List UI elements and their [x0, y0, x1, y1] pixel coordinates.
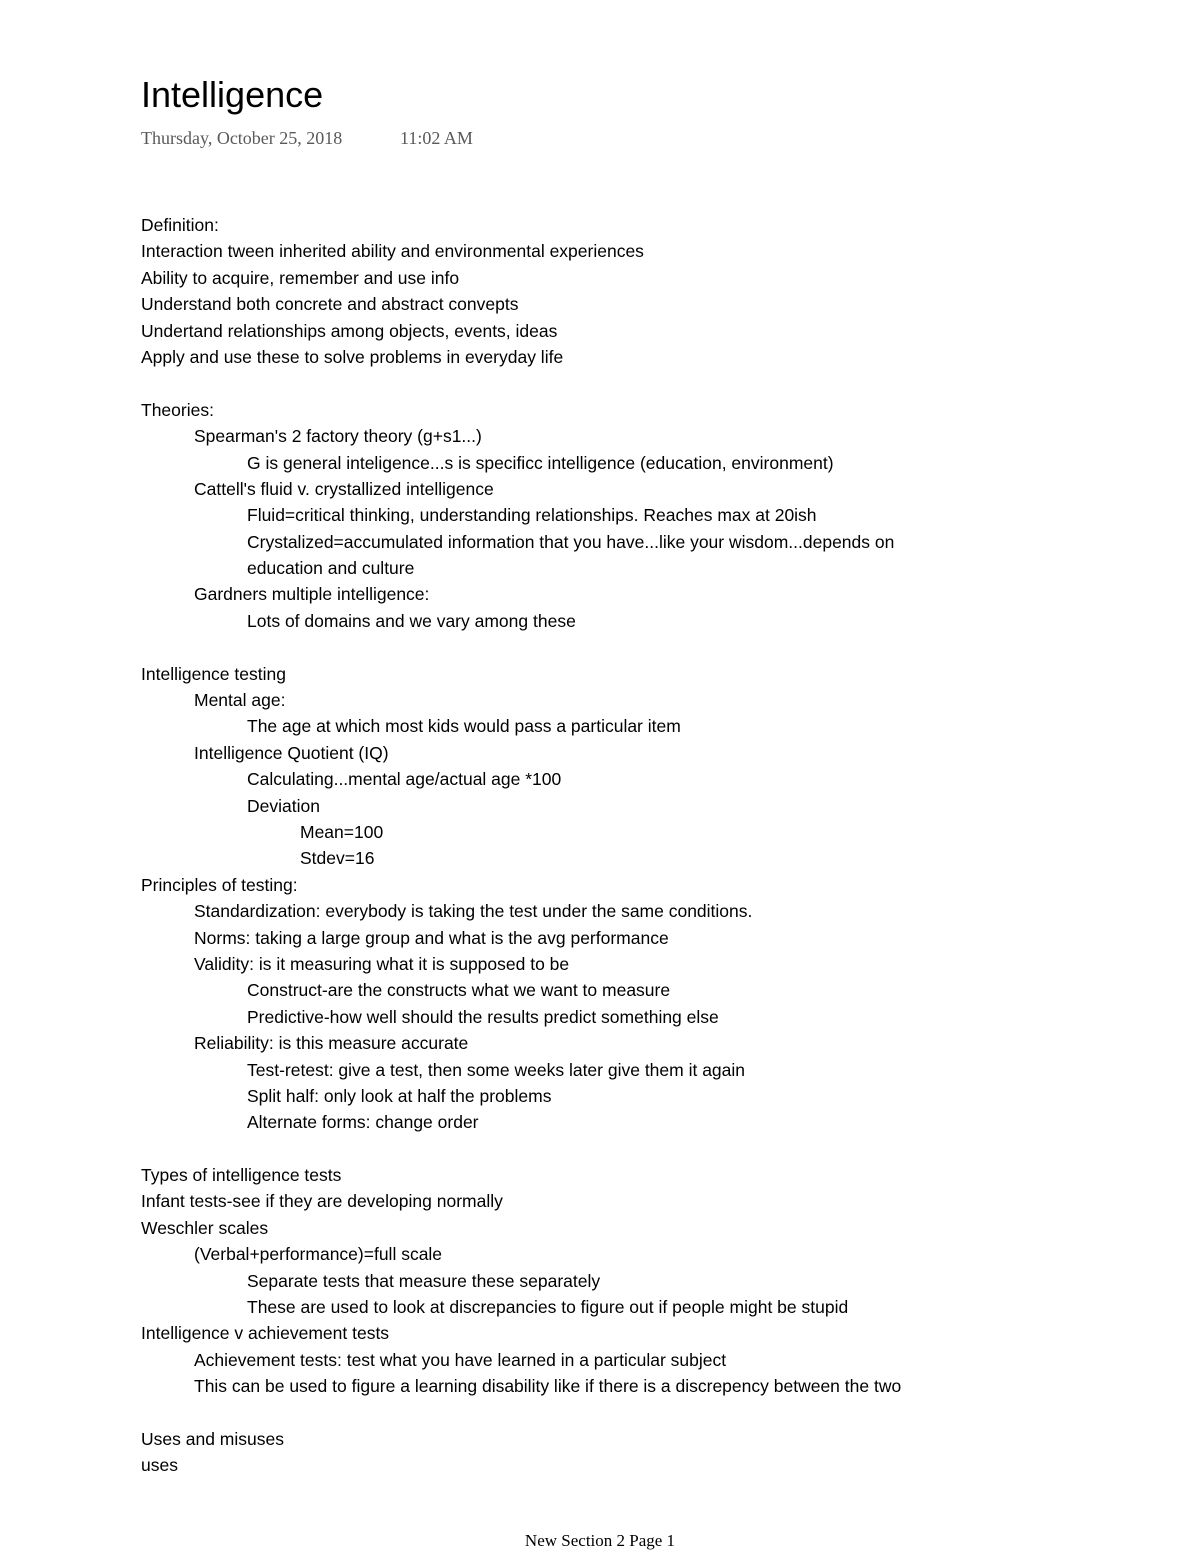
types-achievement: Achievement tests: test what you have learned in a particular subject	[194, 1349, 727, 1370]
principle-reliability: Reliability: is this measure accurate	[194, 1033, 469, 1054]
theory-cattell: Cattell's fluid v. crystallized intelligence	[194, 478, 494, 499]
testing-heading: Intelligence testing	[141, 663, 286, 684]
definition-line: Undertand relationships among objects, events, ideas	[141, 320, 558, 341]
principles-heading: Principles of testing:	[141, 874, 298, 895]
blank-line	[141, 634, 1171, 660]
definition-heading: Definition:	[141, 215, 219, 235]
testing-iq-stdev: Stdev=16	[300, 848, 375, 869]
definition-line: Ability to acquire, remember and use info	[141, 267, 460, 288]
types-infant: Infant tests-see if they are developing normally	[141, 1191, 503, 1212]
page-date: Thursday, October 25, 2018	[141, 128, 343, 148]
types-verbal: (Verbal+performance)=full scale	[194, 1244, 443, 1265]
theory-spearman-detail: G is general inteligence...s is specificc intelligence (education, environment)	[247, 452, 834, 473]
testing-iq-calc: Calculating...mental age/actual age *100	[247, 769, 562, 790]
definition-line: Interaction tween inherited ability and environmental experiences	[141, 241, 644, 262]
types-weschler: Weschler scales	[141, 1217, 269, 1238]
testing-mental-age: Mental age:	[194, 690, 286, 711]
uses-heading: Uses and misuses	[141, 1428, 284, 1449]
types-heading: Types of intelligence tests	[141, 1165, 342, 1186]
principle-norms: Norms: taking a large group and what is the avg performance	[194, 927, 669, 948]
principle-validity-predictive: Predictive-how well should the results predict something else	[247, 1006, 719, 1027]
theory-gardner-detail: Lots of domains and we vary among these	[247, 610, 576, 631]
testing-iq-mean: Mean=100	[300, 821, 384, 842]
definition-line: Understand both concrete and abstract convepts	[141, 294, 519, 315]
definition-line: Apply and use these to solve problems in everyday life	[141, 346, 564, 367]
theory-cattell-fluid: Fluid=critical thinking, understanding relationships. Reaches max at 20ish	[247, 505, 817, 526]
note-body[interactable]	[141, 212, 1171, 1479]
blank-line	[141, 1400, 1171, 1426]
principle-reliability-split-half: Split half: only look at half the problems	[247, 1085, 552, 1106]
types-discrepancies: These are used to look at discrepancies to figure out if people might be stupid	[247, 1297, 849, 1318]
page-title: Intelligence	[141, 74, 324, 115]
theory-cattell-crystallized: Crystalized=accumulated information that you have...like your wisdom...depends on	[247, 531, 895, 552]
principle-reliability-test-retest: Test-retest: give a test, then some weeks later give them it again	[247, 1059, 746, 1080]
principle-reliability-alternate: Alternate forms: change order	[247, 1112, 479, 1133]
blank-line	[141, 1136, 1171, 1162]
theory-gardner: Gardners multiple intelligence:	[194, 584, 430, 605]
page-time: 11:02 AM	[400, 128, 473, 148]
testing-mental-age-detail: The age at which most kids would pass a particular item	[247, 716, 681, 737]
blank-line	[141, 370, 1171, 396]
testing-iq-deviation: Deviation	[247, 795, 320, 816]
types-disability: This can be used to figure a learning disability like if there is a discrepency between the two	[194, 1376, 902, 1397]
page-footer: New Section 2 Page 1	[524, 1531, 676, 1550]
principle-validity: Validity: is it measuring what it is supposed to be	[194, 953, 570, 974]
theories-heading: Theories:	[141, 399, 214, 420]
testing-iq: Intelligence Quotient (IQ)	[194, 742, 389, 763]
uses-line: uses	[141, 1455, 178, 1476]
types-separate: Separate tests that measure these separately	[247, 1270, 601, 1291]
principle-validity-construct: Construct-are the constructs what we want to measure	[247, 980, 671, 1001]
principle-standardization: Standardization: everybody is taking the test under the same conditions.	[194, 901, 753, 922]
theory-spearman: Spearman's 2 factory theory (g+s1...)	[194, 426, 482, 447]
theory-cattell-crystallized-cont: education and culture	[247, 558, 415, 579]
types-achievement-heading: Intelligence v achievement tests	[141, 1323, 390, 1344]
